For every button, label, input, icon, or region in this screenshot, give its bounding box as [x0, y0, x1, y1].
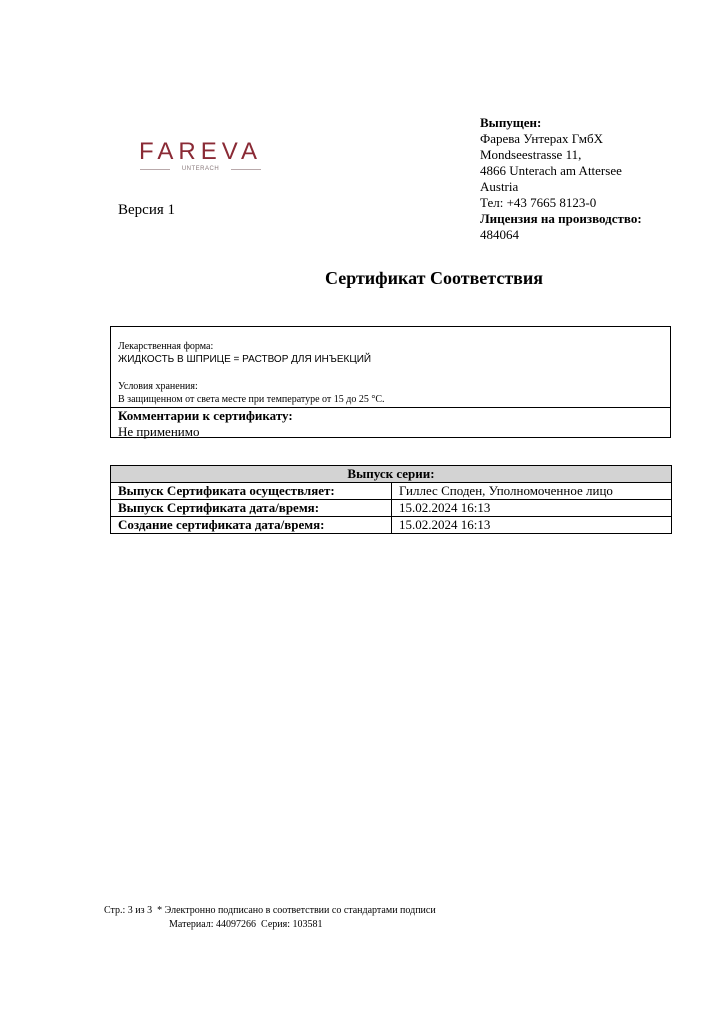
release-label: Выпуск Сертификата осуществляет:	[111, 483, 392, 500]
issuer-country: Austria	[480, 179, 519, 194]
release-label: Создание сертификата дата/время:	[111, 517, 392, 534]
product-info-box	[110, 326, 671, 438]
page-number: Стр.: 3 из 3	[104, 905, 153, 916]
page-title	[0, 268, 724, 289]
table-row	[111, 483, 672, 500]
release-value: 15.02.2024 16:13	[392, 517, 672, 534]
signature-note: * Электронно подписано в соответствии со стандартами подписи	[157, 905, 436, 916]
release-header: Выпуск серии:	[111, 466, 672, 483]
issuer-street: Mondseestrasse 11,	[480, 147, 582, 162]
comments-value: Не применимо	[118, 424, 200, 439]
release-value: Гиллес Споден, Уполномоченное лицо	[392, 483, 672, 500]
license-number: 484064	[480, 227, 519, 242]
form-value: ЖИДКОСТЬ В ШПРИЦЕ = РАСТВОР ДЛЯ ИНЪЕКЦИЙ	[118, 354, 372, 365]
material-number: Материал: 44097266	[169, 919, 257, 930]
table-row	[111, 500, 672, 517]
comments-label: Комментарии к сертификату:	[118, 408, 293, 423]
form-label: Лекарственная форма:	[118, 341, 214, 352]
issuer-heading: Выпущен:	[480, 115, 542, 130]
logo-subline	[118, 164, 283, 176]
table-row	[111, 517, 672, 534]
page-title-text: Сертификат Соответствия	[324, 268, 544, 288]
series-number: Серия: 103581	[261, 919, 323, 930]
release-table	[110, 465, 672, 534]
storage-label: Условия хранения:	[118, 381, 198, 392]
company-logo	[118, 138, 283, 178]
logo-subtext: UNTERACH	[181, 166, 220, 172]
release-label: Выпуск Сертификата дата/время:	[111, 500, 392, 517]
issuer-city: 4866 Unterach am Attersee	[480, 163, 622, 178]
logo-wordmark: FAREVA	[139, 138, 262, 165]
document-version: Версия 1	[118, 202, 175, 218]
issuer-phone: Тел: +43 7665 8123-0	[480, 195, 597, 210]
footer-line-2	[169, 918, 323, 931]
license-label: Лицензия на производство:	[480, 211, 642, 226]
logo-rule-right	[231, 169, 261, 170]
issuer-company: Фарева Унтерах ГмбХ	[480, 131, 604, 146]
release-value: 15.02.2024 16:13	[392, 500, 672, 517]
footer-line-1	[104, 904, 436, 917]
storage-value: В защищенном от света месте при температуре от 15 до 25 °C.	[118, 394, 385, 405]
logo-rule-left	[140, 169, 170, 170]
release-header-row	[111, 466, 672, 483]
issuer-block	[480, 115, 690, 243]
